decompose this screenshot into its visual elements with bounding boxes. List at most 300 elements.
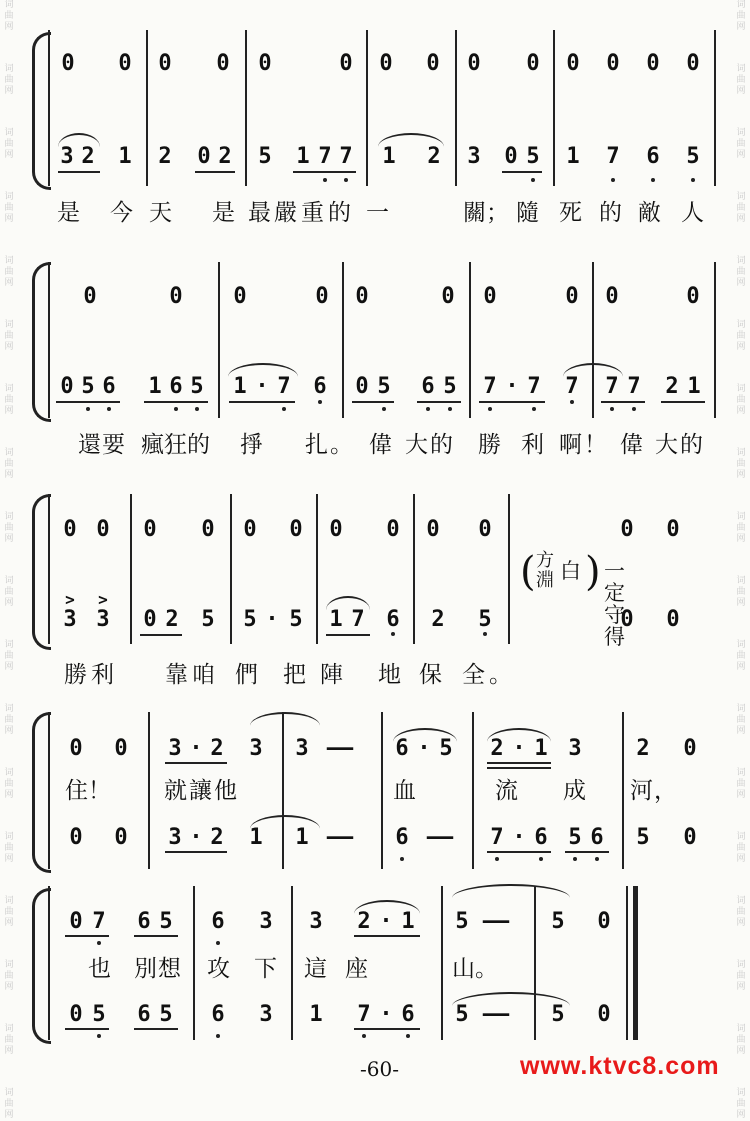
- note: 1: [296, 144, 310, 169]
- paren-close: ): [585, 549, 601, 595]
- lyric: 咱: [192, 662, 215, 688]
- note: 3: [295, 736, 309, 761]
- watermark-text: 词 曲 网: [4, 832, 14, 864]
- barline: [366, 30, 368, 186]
- watermark-text: 词 曲 网: [736, 320, 746, 352]
- lyric: 扎: [305, 432, 328, 458]
- octave-dot: [406, 1034, 410, 1038]
- barline: [413, 494, 415, 644]
- barline: [441, 886, 443, 1040]
- slur: [354, 900, 420, 914]
- slur: [228, 363, 298, 377]
- note: 3: [259, 909, 273, 934]
- lyric: 隨: [516, 200, 539, 226]
- lyric: 流: [495, 778, 518, 804]
- accent-mark: >: [65, 590, 75, 609]
- barline: [469, 262, 471, 418]
- watermark-text: 词 曲 网: [4, 1088, 14, 1120]
- note: 6: [137, 909, 151, 934]
- note: 3: [63, 607, 77, 632]
- octave-dot: [632, 407, 636, 411]
- watermark-text: 词 曲 网: [736, 0, 746, 32]
- octave-dot: [610, 407, 614, 411]
- lyric: 住: [65, 778, 88, 804]
- octave-dot: [488, 407, 492, 411]
- slur: [58, 133, 100, 147]
- barline: [316, 494, 318, 644]
- lyric: 成: [563, 778, 586, 804]
- note: 0: [233, 284, 247, 309]
- octave-dot: [426, 407, 430, 411]
- watermark-text: 词 曲 网: [4, 128, 14, 160]
- lyric: 也: [88, 956, 111, 982]
- note: ·: [189, 736, 203, 761]
- site-watermark: www.ktvc8.com: [520, 1052, 720, 1080]
- note: 1: [233, 374, 247, 399]
- lyric: 狂: [164, 432, 187, 458]
- note: 5: [443, 374, 457, 399]
- note: ·: [505, 374, 519, 399]
- note: 0: [605, 284, 619, 309]
- note: 5: [455, 909, 469, 934]
- octave-dot: [195, 407, 199, 411]
- watermark-text: 词 曲 网: [736, 960, 746, 992]
- slur: [452, 884, 570, 898]
- note: 0: [355, 374, 369, 399]
- lyric: 山: [452, 956, 475, 982]
- octave-dot: [216, 1034, 220, 1038]
- note: 0: [243, 517, 257, 542]
- note: ——: [482, 1002, 510, 1027]
- note: 2: [158, 144, 172, 169]
- lyric: 敵: [638, 200, 661, 226]
- octave-dot: [318, 400, 322, 404]
- lyric: 利: [91, 662, 114, 688]
- octave-dot: [97, 941, 101, 945]
- note: 0: [60, 374, 74, 399]
- note: 0: [478, 517, 492, 542]
- note: 2: [490, 736, 504, 761]
- barline: [282, 712, 284, 869]
- lyric: 天: [149, 200, 172, 226]
- note: 3: [168, 825, 182, 850]
- barline: [48, 494, 50, 644]
- note: 6: [386, 607, 400, 632]
- barline: [48, 262, 50, 418]
- lyric: 掙: [240, 432, 263, 458]
- note: 0: [201, 517, 215, 542]
- note: 6: [646, 144, 660, 169]
- lyric: 還: [78, 432, 101, 458]
- note: 2: [357, 909, 371, 934]
- note: 0: [646, 51, 660, 76]
- note: 6: [211, 1002, 225, 1027]
- beam: [487, 762, 551, 764]
- octave-dot: [344, 178, 348, 182]
- lyric: 今: [110, 200, 133, 226]
- lyric: 人: [681, 200, 704, 226]
- watermark-text: 词 曲 网: [4, 1024, 14, 1056]
- lyric: 大: [405, 432, 428, 458]
- slur: [487, 728, 551, 742]
- beam: [487, 851, 551, 853]
- barline: [48, 30, 50, 186]
- note: 0: [114, 825, 128, 850]
- note: 5: [258, 144, 272, 169]
- note: 7: [92, 909, 106, 934]
- note: ·: [189, 825, 203, 850]
- note: 2: [427, 144, 441, 169]
- note: 0: [379, 51, 393, 76]
- note: 0: [426, 51, 440, 76]
- lyric: 最: [248, 200, 271, 226]
- octave-dot: [483, 632, 487, 636]
- note: 0: [565, 284, 579, 309]
- beam: [565, 851, 609, 853]
- note: 1: [295, 825, 309, 850]
- lyric: ！: [584, 432, 607, 458]
- note: ——: [326, 736, 354, 761]
- note: 1: [566, 144, 580, 169]
- aside-text: 一定守得: [604, 559, 625, 649]
- barline: [714, 30, 716, 186]
- note: 3: [259, 1002, 273, 1027]
- beam: [134, 935, 178, 937]
- note: 1: [329, 607, 343, 632]
- note: 7: [606, 144, 620, 169]
- octave-dot: [570, 400, 574, 404]
- barline: [342, 262, 344, 418]
- note: 0: [169, 284, 183, 309]
- beam: [165, 762, 227, 764]
- note: 0: [69, 909, 83, 934]
- aside-speaker: 方: [536, 550, 554, 571]
- lyric: 的: [187, 432, 210, 458]
- aside-speaker: 淵: [536, 570, 554, 591]
- note: 5: [159, 1002, 173, 1027]
- note: 5: [377, 374, 391, 399]
- beam: [165, 851, 227, 853]
- watermark-text: 词 曲 网: [4, 960, 14, 992]
- note: 0: [158, 51, 172, 76]
- barline: [48, 886, 50, 1040]
- octave-dot: [611, 178, 615, 182]
- note: 2: [431, 607, 445, 632]
- note: 3: [568, 736, 582, 761]
- note: 5: [81, 374, 95, 399]
- beam: [56, 401, 120, 403]
- barline: [626, 886, 628, 1040]
- octave-dot: [216, 941, 220, 945]
- note: 0: [504, 144, 518, 169]
- lyric: 要: [102, 432, 125, 458]
- note: 5: [243, 607, 257, 632]
- note: 1: [382, 144, 396, 169]
- lyric: 啊: [559, 432, 582, 458]
- note: ·: [255, 374, 269, 399]
- note: 0: [683, 736, 697, 761]
- lyric: 勝: [478, 432, 501, 458]
- watermark-text: 词 曲 网: [4, 704, 14, 736]
- watermark-text: 词 曲 网: [4, 448, 14, 480]
- note: 5: [92, 1002, 106, 1027]
- lyric: 的: [328, 200, 351, 226]
- lyric: 他: [214, 778, 237, 804]
- watermark-text: 词 曲 网: [4, 256, 14, 288]
- lyric: 。: [489, 662, 512, 688]
- watermark-text: 词 曲 网: [736, 1024, 746, 1056]
- note: 7: [483, 374, 497, 399]
- note: 7: [357, 1002, 371, 1027]
- note: 5: [478, 607, 492, 632]
- note: 0: [426, 517, 440, 542]
- lyric: 就: [164, 778, 187, 804]
- slur: [326, 596, 370, 610]
- lyric: 的: [599, 200, 622, 226]
- note: 5: [526, 144, 540, 169]
- note: 5: [551, 909, 565, 934]
- note: 2: [165, 607, 179, 632]
- note: 0: [467, 51, 481, 76]
- barline: [130, 494, 132, 644]
- note: 6: [401, 1002, 415, 1027]
- slur: [563, 363, 623, 377]
- note: 1: [309, 1002, 323, 1027]
- note: 0: [216, 51, 230, 76]
- beam: [195, 171, 235, 173]
- octave-dot: [86, 407, 90, 411]
- note: 0: [118, 51, 132, 76]
- lyric: 這: [304, 956, 327, 982]
- slur: [250, 712, 320, 726]
- watermark-text: 词 曲 网: [736, 448, 746, 480]
- watermark-text: 词 曲 网: [736, 896, 746, 928]
- octave-dot: [282, 407, 286, 411]
- lyric: 大: [655, 432, 678, 458]
- beam: [661, 401, 705, 403]
- lyric: 把: [283, 662, 306, 688]
- note: 3: [249, 736, 263, 761]
- note: 0: [69, 736, 83, 761]
- lyric: 保: [419, 662, 442, 688]
- note: 0: [143, 517, 157, 542]
- note: 2: [636, 736, 650, 761]
- note: 0: [339, 51, 353, 76]
- note: 5: [455, 1002, 469, 1027]
- barline: [230, 494, 232, 644]
- note: 6: [102, 374, 116, 399]
- note: ·: [379, 909, 393, 934]
- note: 0: [483, 284, 497, 309]
- octave-dot: [107, 407, 111, 411]
- note: 0: [683, 825, 697, 850]
- lyric: 血: [393, 778, 416, 804]
- octave-dot: [595, 857, 599, 861]
- note: 0: [686, 51, 700, 76]
- note: 0: [526, 51, 540, 76]
- barline: [508, 494, 510, 644]
- octave-dot: [531, 178, 535, 182]
- lyric: 死: [559, 200, 582, 226]
- note: 5: [159, 909, 173, 934]
- note: 7: [565, 374, 579, 399]
- note: 0: [666, 607, 680, 632]
- lyric: 是: [57, 200, 80, 226]
- watermark-text: 词 曲 网: [736, 768, 746, 800]
- beam: [479, 401, 545, 403]
- note: 0: [197, 144, 211, 169]
- note: 0: [289, 517, 303, 542]
- beam: [58, 171, 100, 173]
- octave-dot: [382, 407, 386, 411]
- lyric: 。: [475, 956, 498, 982]
- lyric: 勝: [64, 662, 87, 688]
- lyric: ！: [88, 778, 111, 804]
- note: ——: [426, 825, 454, 850]
- note: 5: [439, 736, 453, 761]
- lyric: 靠: [165, 662, 188, 688]
- octave-dot: [400, 857, 404, 861]
- lyric: 的: [430, 432, 453, 458]
- watermark-text: 词 曲 网: [736, 1088, 746, 1120]
- note: 3: [60, 144, 74, 169]
- octave-dot: [362, 1034, 366, 1038]
- note: 6: [395, 736, 409, 761]
- note: 0: [620, 607, 634, 632]
- beam: [65, 935, 109, 937]
- note: 0: [315, 284, 329, 309]
- lyric: 想: [158, 956, 181, 982]
- note: 7: [318, 144, 332, 169]
- note: 7: [627, 374, 641, 399]
- note: 2: [665, 374, 679, 399]
- barline: [146, 30, 148, 186]
- beam: [354, 935, 420, 937]
- note: 0: [686, 284, 700, 309]
- lyric: 是: [212, 200, 235, 226]
- lyric: 一: [366, 200, 389, 226]
- lyric: 陣: [320, 662, 343, 688]
- note: ·: [379, 1002, 393, 1027]
- octave-dot: [539, 857, 543, 861]
- slur: [393, 728, 457, 742]
- watermark-text: 词 曲 网: [736, 512, 746, 544]
- watermark-text: 词 曲 网: [736, 64, 746, 96]
- note: 0: [355, 284, 369, 309]
- lyric: 座: [345, 956, 368, 982]
- aside-type: 白: [560, 559, 581, 583]
- lyric: 關: [463, 200, 486, 226]
- note: ·: [417, 736, 431, 761]
- beam: [326, 634, 370, 636]
- watermark-text: 词 曲 网: [4, 640, 14, 672]
- note: 6: [534, 825, 548, 850]
- note: 0: [386, 517, 400, 542]
- watermark-text: 词 曲 网: [4, 192, 14, 224]
- watermark-text: 词 曲 网: [4, 384, 14, 416]
- lyric: 讓: [189, 778, 212, 804]
- watermark-text: 词 曲 网: [736, 704, 746, 736]
- lyric: 們: [235, 662, 258, 688]
- barline: [218, 262, 220, 418]
- beam: [140, 634, 182, 636]
- note: 7: [605, 374, 619, 399]
- watermark-text: 词 曲 网: [4, 64, 14, 96]
- note: 6: [395, 825, 409, 850]
- note: 5: [686, 144, 700, 169]
- lyric: 攻: [207, 956, 230, 982]
- note: ·: [512, 736, 526, 761]
- octave-dot: [691, 178, 695, 182]
- note: 2: [218, 144, 232, 169]
- note: 7: [277, 374, 291, 399]
- beam: [134, 1028, 178, 1030]
- barline: [245, 30, 247, 186]
- note: 1: [118, 144, 132, 169]
- beam: [144, 401, 208, 403]
- lyric: 利: [521, 432, 544, 458]
- paren-open: (: [520, 549, 536, 595]
- note: 5: [551, 1002, 565, 1027]
- lyric: 下: [254, 956, 277, 982]
- octave-dot: [532, 407, 536, 411]
- note: 0: [83, 284, 97, 309]
- note: 6: [137, 1002, 151, 1027]
- watermark-left: [2, 0, 16, 1120]
- note: 3: [96, 607, 110, 632]
- note: 0: [143, 607, 157, 632]
- note: 0: [69, 1002, 83, 1027]
- note: 0: [63, 517, 77, 542]
- barline: [553, 30, 555, 186]
- note: 0: [666, 517, 680, 542]
- note: 1: [249, 825, 263, 850]
- beam: [293, 171, 356, 173]
- note: 1: [534, 736, 548, 761]
- barline: [193, 886, 195, 1040]
- note: 0: [620, 517, 634, 542]
- note: 0: [96, 517, 110, 542]
- note: 0: [329, 517, 343, 542]
- octave-dot: [651, 178, 655, 182]
- note: 0: [441, 284, 455, 309]
- lyric: 。: [330, 432, 353, 458]
- beam: [354, 1028, 420, 1030]
- beam: [487, 767, 551, 769]
- note: 5: [289, 607, 303, 632]
- note: 5: [636, 825, 650, 850]
- watermark-text: 词 曲 网: [4, 320, 14, 352]
- lyric: 重: [301, 200, 324, 226]
- lyric: 嚴: [274, 200, 297, 226]
- barline: [381, 712, 383, 869]
- note: 1: [687, 374, 701, 399]
- note: 1: [401, 909, 415, 934]
- watermark-text: 词 曲 网: [736, 256, 746, 288]
- barline: [472, 712, 474, 869]
- beam: [352, 401, 394, 403]
- barline: [534, 886, 536, 1040]
- accent-mark: >: [98, 590, 108, 609]
- note: 5: [190, 374, 204, 399]
- watermark-text: 词 曲 网: [736, 128, 746, 160]
- note: 6: [421, 374, 435, 399]
- watermark-text: 词 曲 网: [736, 192, 746, 224]
- octave-dot: [495, 857, 499, 861]
- note: 0: [114, 736, 128, 761]
- lyric: 河: [630, 778, 653, 804]
- note: 6: [313, 374, 327, 399]
